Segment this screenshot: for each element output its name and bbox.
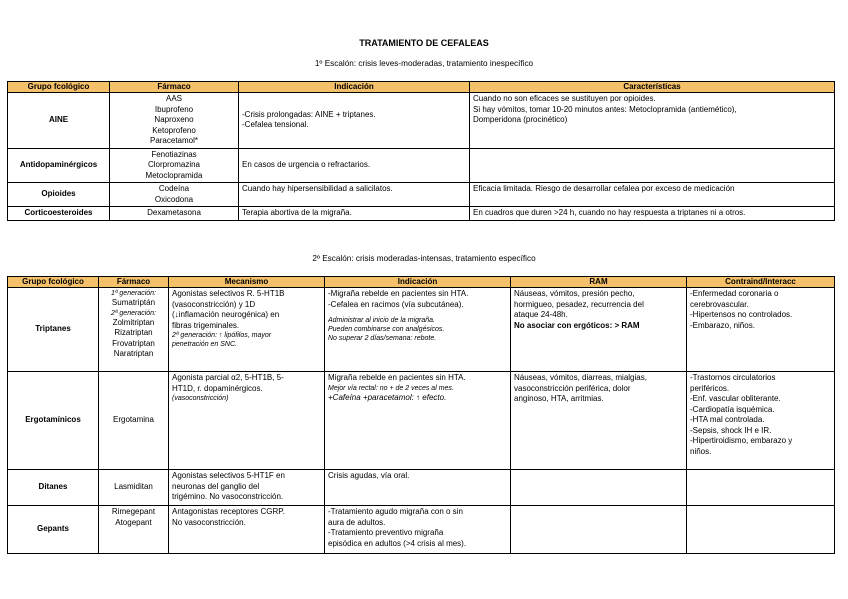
drug-cell <box>110 148 239 183</box>
table-row <box>8 288 835 372</box>
header-contra: Contraind/Interacc <box>687 277 835 288</box>
section1-subtitle: 1º Escalón: crisis leves-moderadas, tratamiento inespecífico <box>314 59 534 68</box>
contra-cell <box>687 470 835 506</box>
mechanism-text: (vasoconstricción) y 1D <box>172 299 256 309</box>
group-cell: AINE <box>8 93 110 149</box>
header-ram: RAM <box>511 277 687 288</box>
table-row <box>8 148 835 183</box>
drug-name: Fenotiazinas <box>151 149 197 159</box>
indication-text: Crisis agudas, vía oral. <box>328 471 410 480</box>
header-indication: Indicación <box>239 82 470 93</box>
mechanism-note: (vasoconstricción) <box>172 395 229 402</box>
indication-cell <box>239 148 470 183</box>
features-cell <box>470 148 835 183</box>
drug-cell <box>110 183 239 207</box>
drug-name: Naproxeno <box>154 115 194 124</box>
ram-text: hormigueo, pesadez, recurrencia del <box>514 299 644 309</box>
drug-name: Zolmitriptan <box>112 317 155 327</box>
drug-name: Ketoprofeno <box>152 125 196 135</box>
mechanism-cell <box>169 506 325 554</box>
indication-text: Cuando hay hipersensibilidad a salicilatos. <box>242 184 393 193</box>
drug-name: Frovatriptan <box>112 338 155 348</box>
drug-name: Metoclopramida <box>145 170 203 180</box>
indication-text: En casos de urgencia o refractarios. <box>242 160 371 169</box>
indication-cell <box>239 207 470 221</box>
indication-cell <box>239 93 470 149</box>
features-text: Eficacia limitada. Riesgo de desarrollar cefalea por exceso de medicación <box>473 184 735 193</box>
contra-text: -Embarazo, niños. <box>690 320 755 330</box>
contra-cell <box>687 288 835 372</box>
indication-text: -Cefalea tensional. <box>242 120 309 130</box>
indication-note: No superar 2 días/semana: rebote. <box>328 335 437 342</box>
table-row <box>8 372 835 470</box>
contra-cell <box>687 372 835 470</box>
group-cell: Ergotamínicos <box>8 372 99 470</box>
indication-cell <box>325 470 511 506</box>
contra-text: -Enfermedad coronaria o <box>690 289 779 298</box>
indication-text: -Crisis prolongadas: AINE + triptanes. <box>242 109 376 119</box>
ram-text: Náuseas, vómitos, diarreas, mialgias, <box>514 373 647 382</box>
indication-cell <box>325 372 511 470</box>
drug-name: Rimegepant <box>111 507 156 516</box>
mechanism-text: trigémino. No vasoconstricción. <box>172 492 284 501</box>
drug-cell <box>110 93 239 149</box>
contra-text: cerebrovascular. <box>690 299 749 309</box>
drug-cell <box>99 288 169 372</box>
ram-cell <box>511 288 687 372</box>
indication-note: +Cafeína +paracetamol: ↑ efecto. <box>328 392 447 402</box>
group-cell: Opioides <box>8 183 110 207</box>
features-text: Si hay vómitos, tomar 10-20 minutos antes: Metoclopramida (antiemético), <box>473 104 737 114</box>
features-cell <box>470 183 835 207</box>
mechanism-text: Antagonistas receptores CGRP. <box>172 507 285 516</box>
ram-text: vasoconstricción periférica, dolor <box>514 383 631 393</box>
ram-cell <box>511 372 687 470</box>
table-row <box>8 506 835 554</box>
header-features: Características <box>470 82 835 93</box>
features-text: Cuando no son eficaces se sustituyen por opioides. <box>473 94 656 103</box>
contra-text: -HTA mal controlada. <box>690 415 765 424</box>
indication-text: aura de adultos. <box>328 517 386 527</box>
table-header-row <box>8 277 835 288</box>
table-step2 <box>7 276 835 554</box>
group-cell: Corticoesteroides <box>8 207 110 221</box>
indication-note: Administrar al inicio de la migraña. <box>328 317 435 324</box>
section2-subtitle: 2º Escalón: crisis moderadas-intensas, tratamiento específico <box>312 254 536 263</box>
drug-name: Ibuprofeno <box>154 104 194 114</box>
table-step1 <box>7 81 835 221</box>
generation-label: 1ª generación: <box>110 290 156 297</box>
drug-name: Dexametasona <box>147 208 201 217</box>
ram-cell <box>511 470 687 506</box>
mechanism-text: Agonista parcial α2, 5-HT1B, 5- <box>172 373 284 382</box>
mechanism-cell <box>169 372 325 470</box>
drug-cell: Lasmiditan <box>99 470 169 506</box>
features-text: En cuadros que duren >24 h, cuando no hay respuesta a triptanes ni a otros. <box>473 208 746 217</box>
drug-name: Oxicodona <box>154 194 194 204</box>
drug-cell: Ergotamina <box>99 372 169 470</box>
group-cell: Antidopaminérgicos <box>8 148 110 183</box>
ram-text: anginoso, HTA, arritmias. <box>514 394 604 403</box>
ram-text: ataque 24-48h. <box>514 310 568 319</box>
header-mechanism: Mecanismo <box>169 277 325 288</box>
drug-name: Naratriptan <box>113 349 154 358</box>
indication-text: -Migraña rebelde en pacientes sin HTA. <box>328 289 469 298</box>
drug-name: Codeína <box>158 184 190 193</box>
drug-name: Atogepant <box>115 517 152 527</box>
contra-text: -Cardiopatía isquémica. <box>690 404 775 414</box>
indication-text: -Cefalea en racimos (vía subcutánea). <box>328 299 464 309</box>
indication-cell <box>325 288 511 372</box>
drug-name: AAS <box>165 94 182 103</box>
drug-name: Rizatriptan <box>114 328 153 337</box>
mechanism-note: penetración en SNC. <box>172 341 237 348</box>
page-title: TRATAMIENTO DE CEFALEAS <box>359 38 489 48</box>
mechanism-text: (↓inflamación neurogénica) en <box>172 310 280 319</box>
table-row <box>8 183 835 207</box>
header-drug: Fármaco <box>110 82 239 93</box>
mechanism-text: Agonistas selectivos 5-HT1F en <box>172 471 285 480</box>
table-row <box>8 470 835 506</box>
indication-text: Migraña rebelde en pacientes sin HTA. <box>328 373 466 382</box>
indication-text: Terapia abortiva de la migraña. <box>242 208 352 217</box>
mechanism-text: fibras trigeminales. <box>172 320 240 330</box>
indication-text: episódica en adultos (>4 crisis al mes). <box>328 538 467 548</box>
contra-text: -Hipertiroidismo, embarazo y <box>690 436 793 445</box>
mechanism-text: HT1D, r. dopaminérgicos. <box>172 383 263 393</box>
table-row <box>8 93 835 149</box>
mechanism-cell <box>169 470 325 506</box>
header-group: Grupo fcológico <box>8 277 99 288</box>
mechanism-text: Agonistas selectivos R. 5-HT1B <box>172 289 285 298</box>
drug-name: Clorpromazina <box>147 160 201 169</box>
group-cell: Ditanes <box>8 470 99 506</box>
indication-note: Pueden combinarse con analgésicos. <box>328 326 445 333</box>
mechanism-text: No vasoconstricción. <box>172 517 246 527</box>
indication-cell <box>325 506 511 554</box>
features-cell <box>470 93 835 149</box>
contra-text: niños. <box>690 446 712 456</box>
indication-cell <box>239 183 470 207</box>
mechanism-text: neuronas del ganglio del <box>172 481 260 491</box>
contra-text: -Hipertensos no controlados. <box>690 310 793 319</box>
header-indication: Indicación <box>325 277 511 288</box>
header-group: Grupo fcológico <box>8 82 110 93</box>
header-drug: Fármaco <box>99 277 169 288</box>
ram-warning: No asociar con ergóticos: > RAM <box>514 320 640 330</box>
drug-cell <box>99 506 169 554</box>
drug-cell <box>110 207 239 221</box>
table-row <box>8 207 835 221</box>
drug-name: Paracetamol* <box>149 136 199 145</box>
contra-text: -Enf. vascular obliterante. <box>690 394 781 403</box>
contra-text: -Sepsis, shock IH e IR. <box>690 425 772 435</box>
contra-cell <box>687 506 835 554</box>
ram-text: Náuseas, vómitos, presión pecho, <box>514 289 635 298</box>
features-text: Domperidona (procinético) <box>473 115 568 124</box>
indication-note: Mejor vía rectal: no + de 2 veces al mes. <box>328 384 454 392</box>
ram-cell <box>511 506 687 554</box>
group-cell: Triptanes <box>8 288 99 372</box>
drug-name: Sumatriptán <box>111 298 156 307</box>
group-cell: Gepants <box>8 506 99 554</box>
contra-text: periféricos. <box>690 383 730 393</box>
generation-label: 2ª generación: <box>110 309 156 317</box>
table-header-row <box>8 82 835 93</box>
mechanism-cell <box>169 288 325 372</box>
mechanism-note: 2ª generación: ↑ lipófilos, mayor <box>172 332 272 339</box>
features-cell <box>470 207 835 221</box>
indication-text: -Tratamiento agudo migraña con o sin <box>328 507 463 516</box>
indication-text: -Tratamiento preventivo migraña <box>328 528 444 537</box>
contra-text: -Trastornos circulatorios <box>690 373 776 382</box>
